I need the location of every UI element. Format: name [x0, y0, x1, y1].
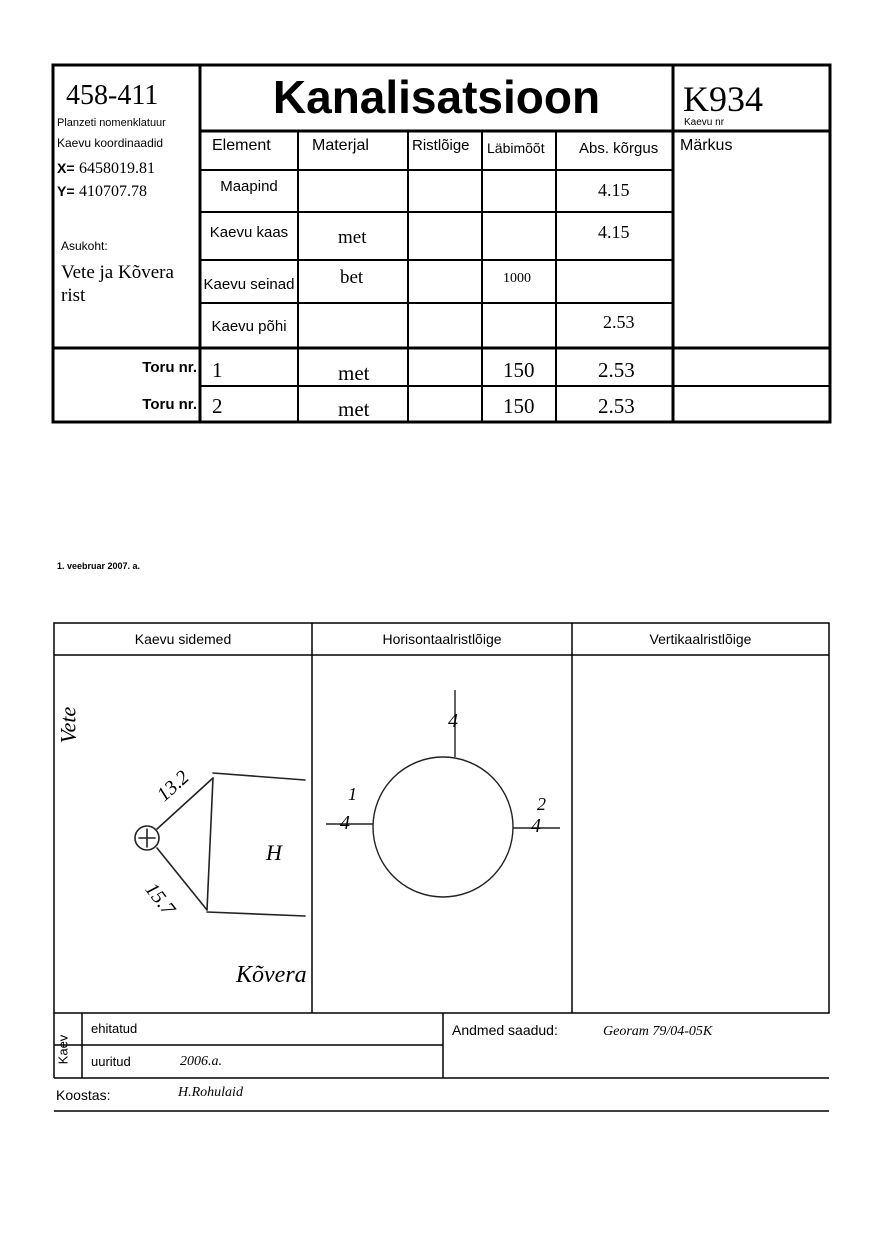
- col-cross-section: Ristlõige: [412, 137, 470, 154]
- location-line-2: rist: [61, 285, 86, 306]
- pipe-right-number: 2: [537, 794, 546, 814]
- pipe-material: met: [338, 361, 370, 385]
- pipe-left-number: 1: [348, 784, 357, 804]
- data-source-label: Andmed saadud:: [452, 1022, 558, 1038]
- pipe-material: met: [338, 397, 370, 421]
- col-element: Element: [212, 137, 271, 154]
- pipe-direction-top: 4: [448, 710, 458, 732]
- row-element: Kaevu kaas: [209, 224, 289, 241]
- data-source-value: Georam 79/04-05K: [603, 1024, 713, 1039]
- pipe-number: 1: [212, 358, 223, 382]
- row-height: 4.15: [598, 180, 630, 200]
- footer-side-label: Kaev: [55, 1034, 71, 1065]
- panel-title-ties: Kaevu sidemed: [134, 631, 232, 647]
- pipe-label: Toru nr.: [142, 359, 197, 376]
- row-element: Kaevu seinad: [203, 276, 295, 293]
- surveyed-label: uuritud: [91, 1054, 131, 1069]
- row-diameter: 1000: [503, 271, 531, 286]
- sheet-label: Planzeti nomenklatuur: [57, 117, 166, 129]
- tie-distance-1: 13.2: [152, 766, 194, 807]
- pipe-left-direction: 4: [340, 812, 350, 834]
- street-name-top: Vete: [55, 706, 81, 744]
- panel-title-vertical: Vertikaalristlõige: [649, 631, 752, 647]
- pipe-number: 2: [212, 394, 223, 418]
- row-element: Kaevu põhi: [211, 318, 287, 335]
- row-element: Maapind: [220, 178, 278, 195]
- row-height: 4.15: [598, 222, 630, 242]
- col-diameter: Läbimõõt: [487, 140, 545, 156]
- row-height: 2.53: [603, 312, 635, 332]
- x-label: X=: [57, 160, 75, 176]
- pipe-label: Toru nr.: [142, 396, 197, 413]
- panel-title-horizontal: Horisontaalristlõige: [382, 631, 502, 647]
- document-date: 1. veebruar 2007. a.: [57, 561, 141, 571]
- coords-label: Kaevu koordinaadid: [57, 136, 164, 150]
- y-label: Y=: [57, 183, 75, 199]
- col-notes: Märkus: [680, 137, 733, 154]
- row-material: bet: [340, 267, 364, 288]
- location-line-1: Vete ja Kõvera: [61, 262, 174, 283]
- row-material: met: [338, 227, 367, 248]
- built-label: ehitatud: [91, 1021, 138, 1036]
- well-label: Kaevu nr: [684, 117, 725, 128]
- author-label: Koostas:: [56, 1087, 111, 1103]
- pipe-diameter: 150: [503, 358, 535, 382]
- well-cross-section-circle: [373, 757, 513, 897]
- well-number: K934: [683, 79, 763, 119]
- page-title: Kanalisatsioon: [272, 71, 601, 123]
- sheet-number: 458-411: [66, 80, 159, 111]
- tie-distance-2: 15.7: [140, 878, 180, 920]
- x-coordinate: 6458019.81: [79, 160, 155, 177]
- pipe-height: 2.53: [598, 358, 635, 382]
- pipe-right-direction: 4: [531, 815, 541, 837]
- pipe-height: 2.53: [598, 394, 635, 418]
- location-label: Asukoht:: [61, 239, 108, 253]
- y-coordinate: 410707.78: [79, 183, 147, 200]
- col-abs-height: Abs. kõrgus: [579, 140, 659, 157]
- pipe-diameter: 150: [503, 394, 535, 418]
- col-material: Materjal: [312, 137, 369, 154]
- author-value: H.Rohulaid: [178, 1085, 243, 1100]
- street-name-bottom: Kõvera: [236, 962, 307, 988]
- surveyed-value: 2006.a.: [180, 1054, 222, 1069]
- building-label: H: [266, 840, 282, 865]
